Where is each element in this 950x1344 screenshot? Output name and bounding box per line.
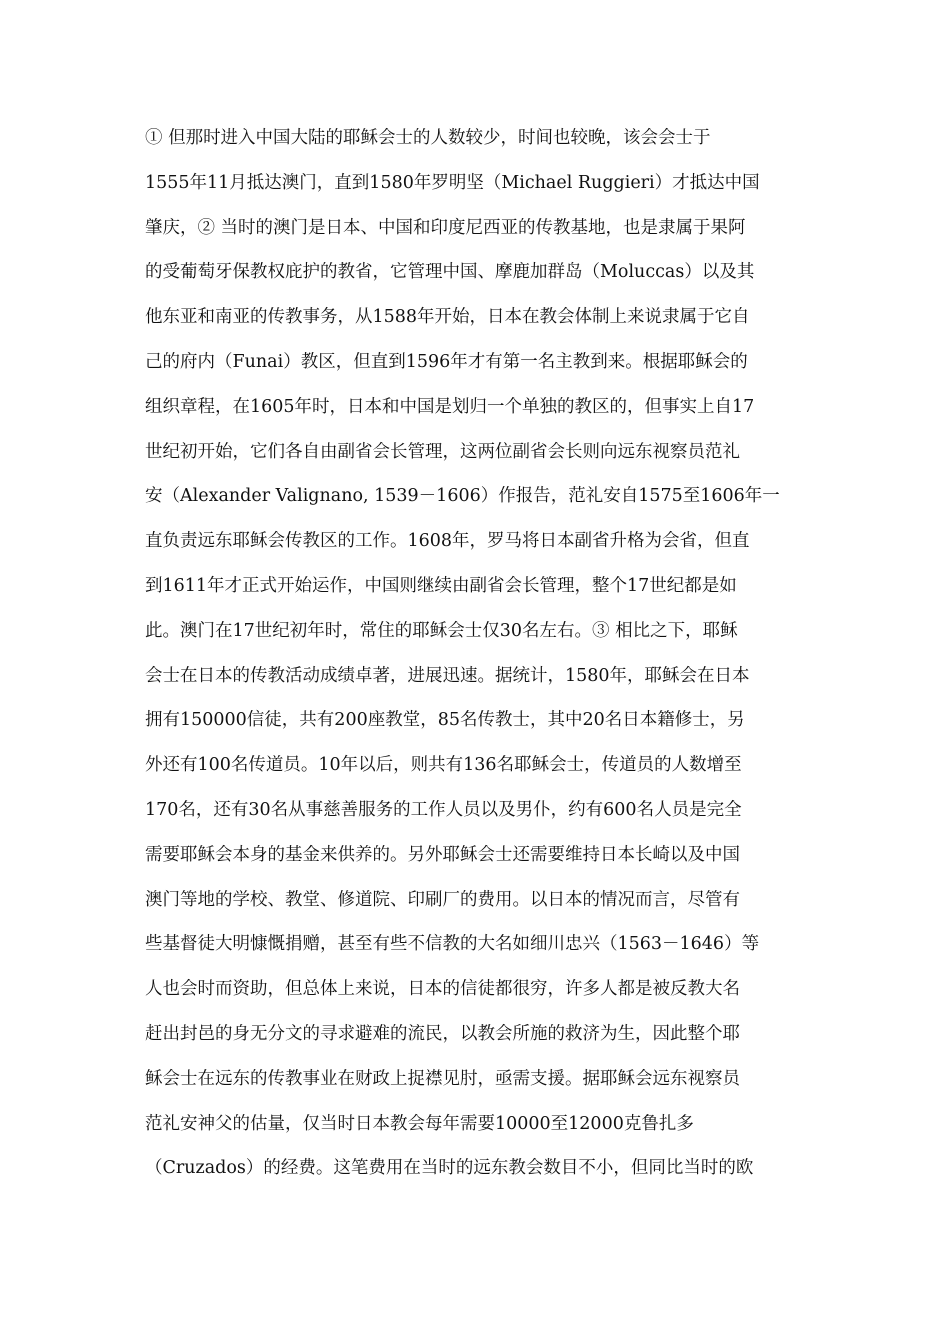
text-line: 稣会士在远东的传教事业在财政上捉襟见肘，亟需支援。据耶稣会远东视察员 <box>145 1068 740 1089</box>
body-paragraph <box>145 116 825 1191</box>
text-line: 拥有150000信徒，共有200座教堂，85名传教士，其中20名日本籍修士，另 <box>145 710 745 731</box>
text-line: 直负责远东耶稣会传教区的工作。1608年，罗马将日本副省升格为会省，但直 <box>145 531 750 552</box>
text-line: 安（Alexander Valignano, 1539－1606）作报告，范礼安自1575至1606年一 <box>145 486 780 507</box>
text-line: 到1611年才正式开始运作，中国则继续由副省会长管理，整个17世纪都是如 <box>145 575 737 596</box>
text-line: 肇庆，② 当时的澳门是日本、中国和印度尼西亚的传教基地，也是隶属于果阿 <box>145 217 746 238</box>
text-line: 1555年11月抵达澳门，直到1580年罗明坚（Michael Ruggieri）才抵达中国 <box>145 172 760 193</box>
text-line: 组织章程，在1605年时，日本和中国是划归一个单独的教区的，但事实上自17 <box>145 396 755 417</box>
text-line: 的受葡萄牙保教权庇护的教省，它管理中国、摩鹿加群岛（Moluccas）以及其 <box>145 262 755 283</box>
text-line: 些基督徒大明慷慨捐赠，甚至有些不信教的大名如细川忠兴（1563－1646）等 <box>145 934 760 955</box>
text-line: 需要耶稣会本身的基金来供养的。另外耶稣会士还需要维持日本长崎以及中国 <box>145 844 740 865</box>
text-line: 170名，还有30名从事慈善服务的工作人员以及男仆，约有600名人员是完全 <box>145 799 742 820</box>
text-line: 人也会时而资助，但总体上来说，日本的信徒都很穷，许多人都是被反教大名 <box>145 979 740 1000</box>
text-line: ① 但那时进入中国大陆的耶稣会士的人数较少，时间也较晚，该会会士于 <box>145 128 711 148</box>
text-line: （Cruzados）的经费。这笔费用在当时的远东教会数目不小，但同比当时的欧 <box>145 1158 754 1179</box>
text-line: 范礼安神父的估量，仅当时日本教会每年需要10000至12000克鲁扎多 <box>145 1113 694 1134</box>
text-line: 世纪初开始，它们各自由副省会长管理，这两位副省会长则向远东视察员范礼 <box>145 441 740 462</box>
text-line: 此。澳门在17世纪初年时，常住的耶稣会士仅30名左右。③ 相比之下，耶稣 <box>145 620 738 641</box>
text-line: 他东亚和南亚的传教事务，从1588年开始，日本在教会体制上来说隶属于它自 <box>145 307 750 328</box>
text-line: 己的府内（Funai）教区，但直到1596年才有第一名主教到来。根据耶稣会的 <box>145 351 748 372</box>
text-line: 赶出封邑的身无分文的寻求避难的流民，以教会所施的救济为生，因此整个耶 <box>145 1023 740 1044</box>
text-line: 外还有100名传道员。10年以后，则共有136名耶稣会士，传道员的人数增至 <box>145 755 742 776</box>
text-line: 会士在日本的传教活动成绩卓著，进展迅速。据统计，1580年，耶稣会在日本 <box>145 665 750 686</box>
text-line: 澳门等地的学校、教堂、修道院、印刷厂的费用。以日本的情况而言，尽管有 <box>145 889 740 910</box>
